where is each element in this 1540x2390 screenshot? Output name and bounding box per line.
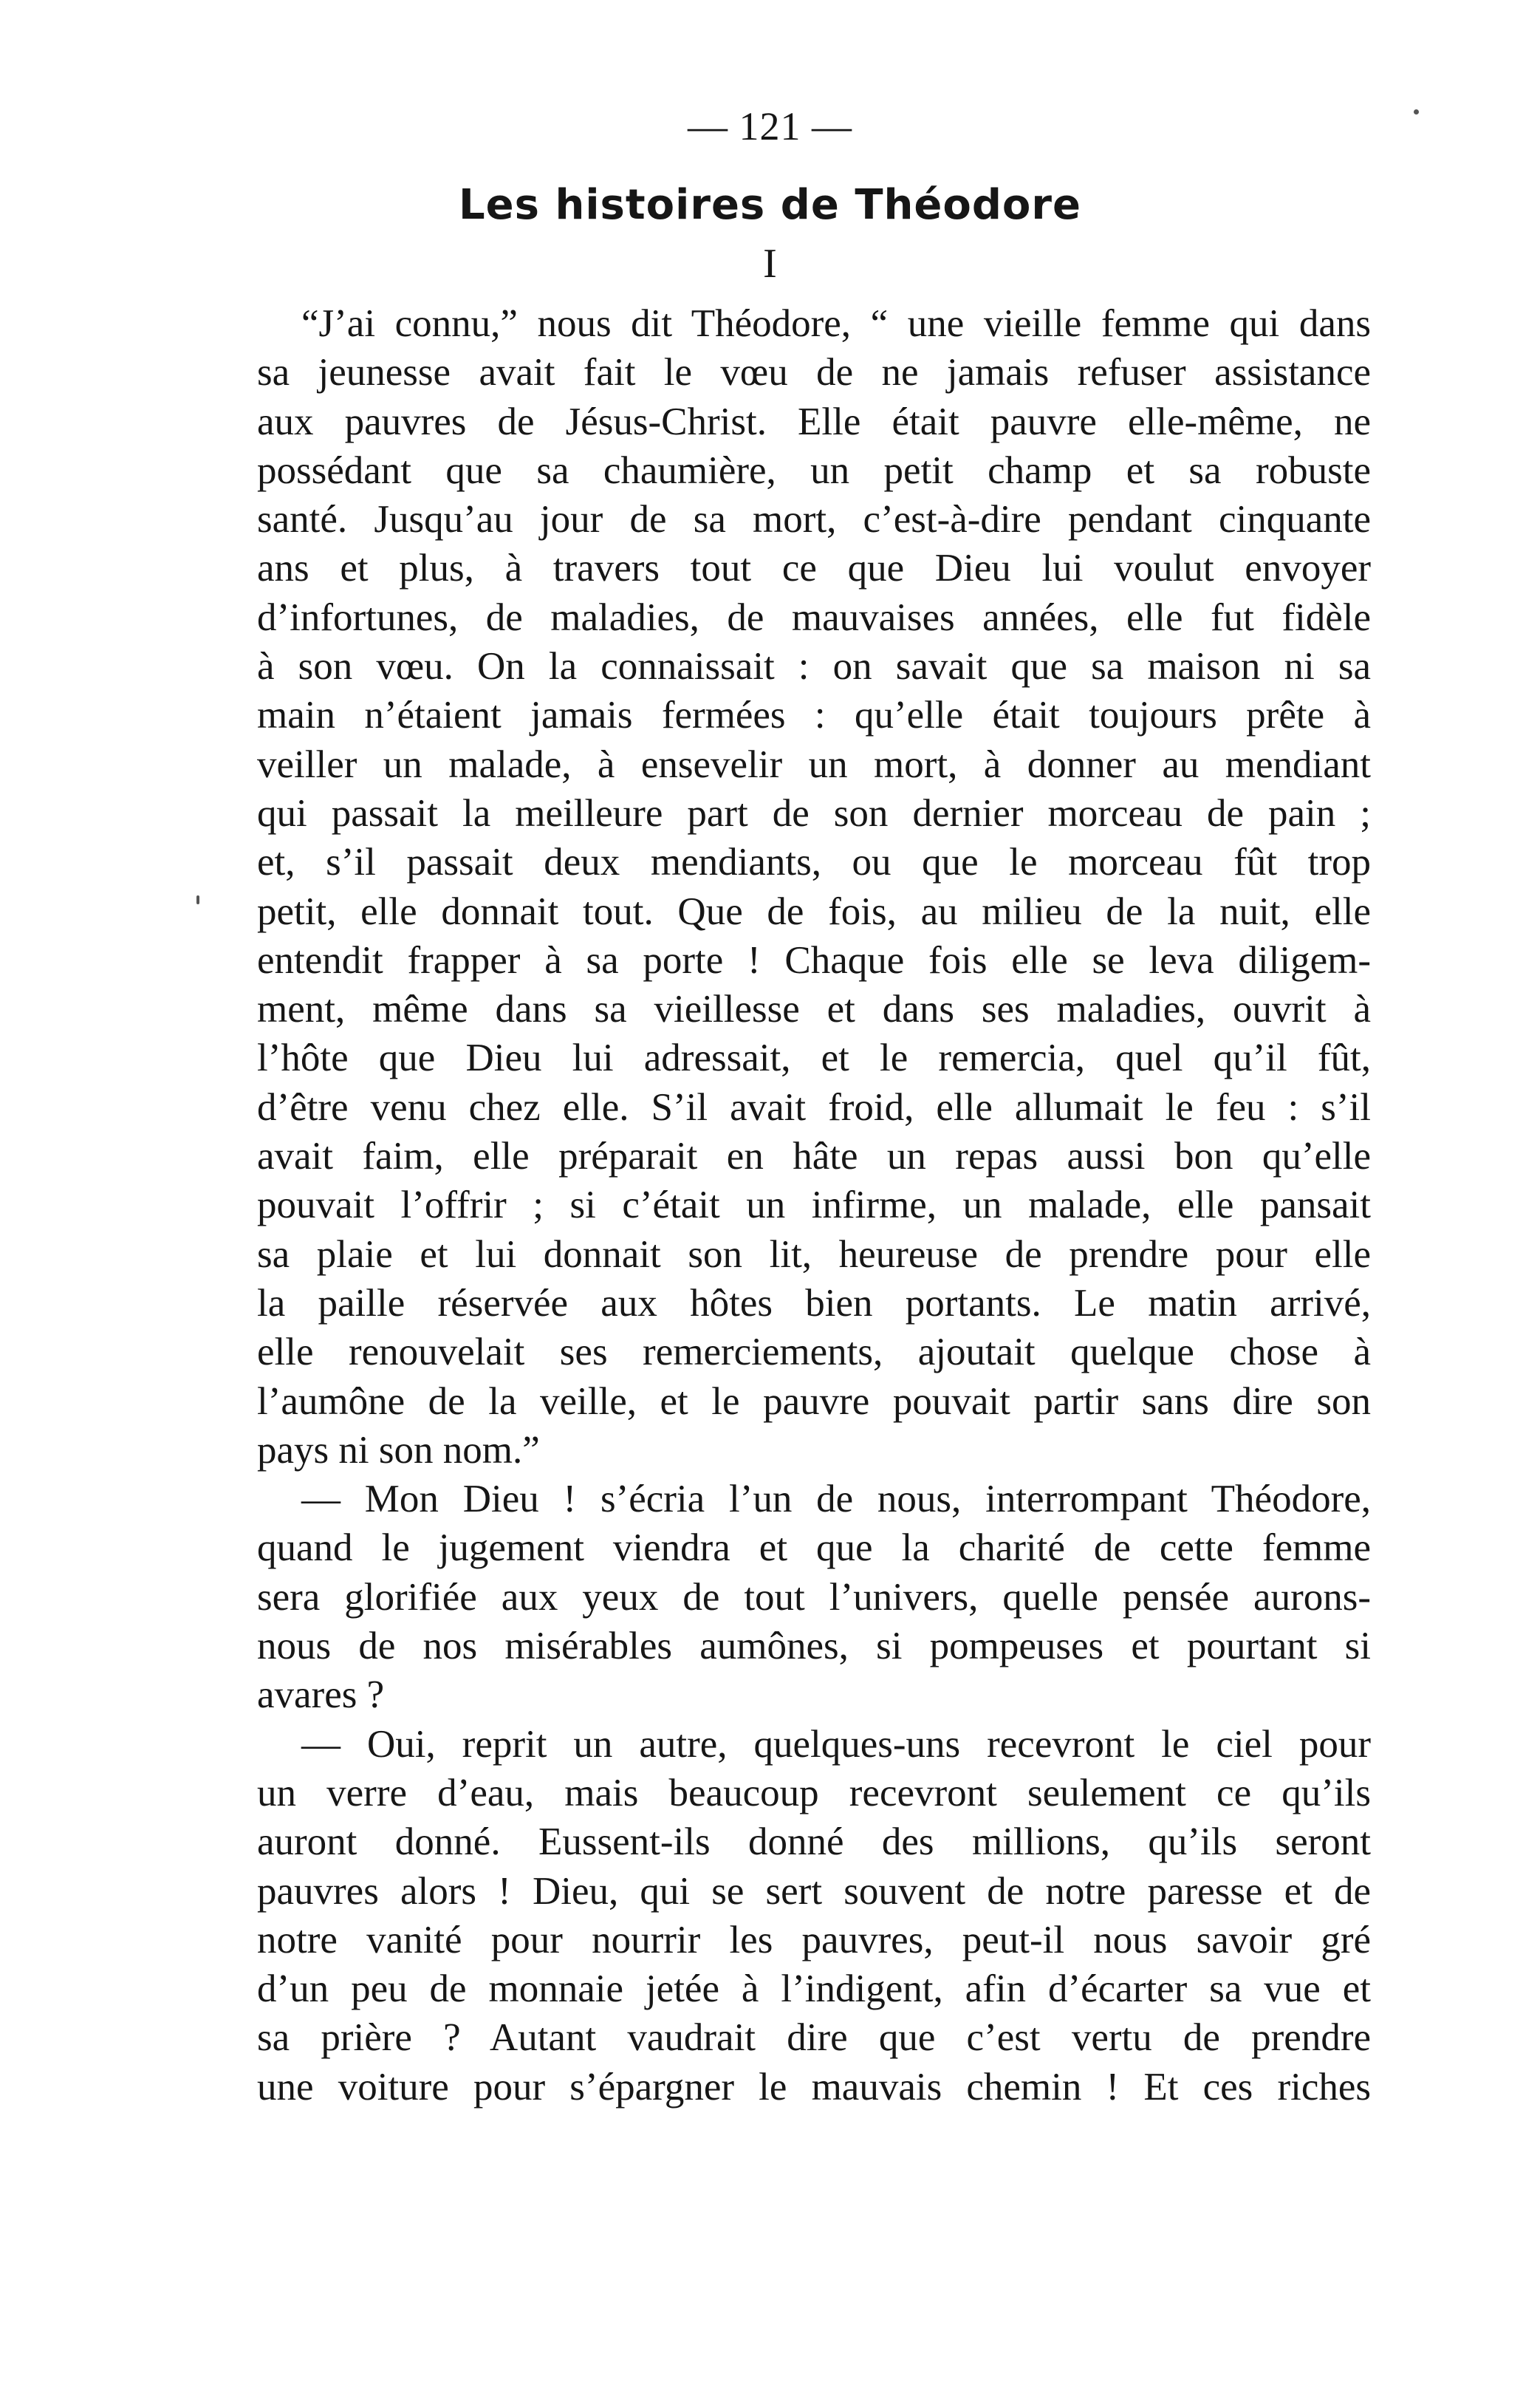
text-line: pays ni son nom.” [257, 1428, 540, 1472]
text-line: avares ? [257, 1673, 385, 1717]
text-line: main n’étaient jamais fermées : qu’elle était toujours prête à [257, 694, 1371, 737]
text-line: un verre d’eau, mais beaucoup recevront seulement ce qu’ils [257, 1771, 1371, 1814]
text-line: pouvait l’offrir ; si c’était un infirme, un malade, elle pansait [257, 1184, 1371, 1227]
scan-speck [196, 895, 199, 904]
text-line: d’un peu de monnaie jetée à l’indigent, afin d’écarter sa vue et [257, 1967, 1371, 2011]
text-line: possédant que sa chaumière, un petit champ et sa robuste [257, 448, 1371, 492]
text-line: sera glorifiée aux yeux de tout l’univers, quelle pensée aurons- [257, 1575, 1371, 1619]
text-line: ans et plus, à travers tout ce que Dieu lui voulut envoyer [257, 547, 1371, 590]
page-number: — 121 — [688, 104, 852, 148]
text-line: d’infortunes, de maladies, de mauvaises années, elle fut fidèle [257, 595, 1371, 639]
text-line: à son vœu. On la connaissait : on savait que sa maison ni sa [257, 645, 1371, 689]
text-line: notre vanité pour nourrir les pauvres, peut-il nous savoir gré [257, 1918, 1371, 1961]
text-line: veiller un malade, à ensevelir un mort, à donner au mendiant [257, 742, 1371, 786]
text-line: l’hôte que Dieu lui adressait, et le remercia, quel qu’il fût, [257, 1037, 1371, 1080]
text-line: — Mon Dieu ! s’écria l’un de nous, interrompant Théodore, [301, 1478, 1371, 1521]
text-line: “J’ai connu,” nous dit Théodore, “ une vieille femme qui dans [301, 302, 1371, 345]
text-line: petit, elle donnait tout. Que de fois, au milieu de la nuit, elle [257, 890, 1371, 933]
text-line: l’aumône de la veille, et le pauvre pouvait partir sans dire son [257, 1379, 1371, 1423]
scan-speck [1414, 109, 1419, 115]
text-line: sa plaie et lui donnait son lit, heureuse de prendre pour elle [257, 1232, 1371, 1276]
text-line: la paille réservée aux hôtes bien portants. Le matin arrivé, [257, 1281, 1371, 1325]
text-line: nous de nos misérables aumônes, si pompeuses et pourtant si [257, 1625, 1371, 1668]
text-line: une voiture pour s’épargner le mauvais chemin ! Et ces riches [257, 2065, 1371, 2109]
text-line: qui passait la meilleure part de son dernier morceau de pain ; [257, 791, 1371, 835]
text-line: elle renouvelait ses remerciements, ajoutait quelque chose à [257, 1331, 1371, 1374]
section-numeral: I [763, 241, 777, 287]
text-line: aux pauvres de Jésus-Christ. Elle était pauvre elle-même, ne [257, 400, 1371, 443]
text-line: quand le jugement viendra et que la charité de cette femme [257, 1526, 1371, 1570]
text-line: pauvres alors ! Dieu, qui se sert souvent de notre paresse et de [257, 1869, 1371, 1913]
text-line: ment, même dans sa vieillesse et dans ses maladies, ouvrit à [257, 988, 1371, 1031]
text-line: sa jeunesse avait fait le vœu de ne jamais refuser assistance [257, 351, 1371, 395]
text-line: avait faim, elle préparait en hâte un repas aussi bon qu’elle [257, 1135, 1371, 1178]
text-line: d’être venu chez elle. S’il avait froid, elle allumait le feu : s’il [257, 1085, 1371, 1129]
body-text [257, 299, 1371, 2111]
text-line: — Oui, reprit un autre, quelques-uns recevront le ciel pour [301, 1722, 1371, 1766]
text-line: entendit frapper à sa porte ! Chaque fois elle se leva diligem- [257, 938, 1371, 982]
text-line: et, s’il passait deux mendiants, ou que le morceau fût trop [257, 841, 1371, 884]
text-line: auront donné. Eussent-ils donné des millions, qu’ils seront [257, 1820, 1371, 1864]
text-line: sa prière ? Autant vaudrait dire que c’est vertu de prendre [257, 2016, 1371, 2060]
text-line: santé. Jusqu’au jour de sa mort, c’est-à-dire pendant cinquante [257, 498, 1371, 542]
chapter-title: Les histoires de Théodore [459, 181, 1081, 229]
